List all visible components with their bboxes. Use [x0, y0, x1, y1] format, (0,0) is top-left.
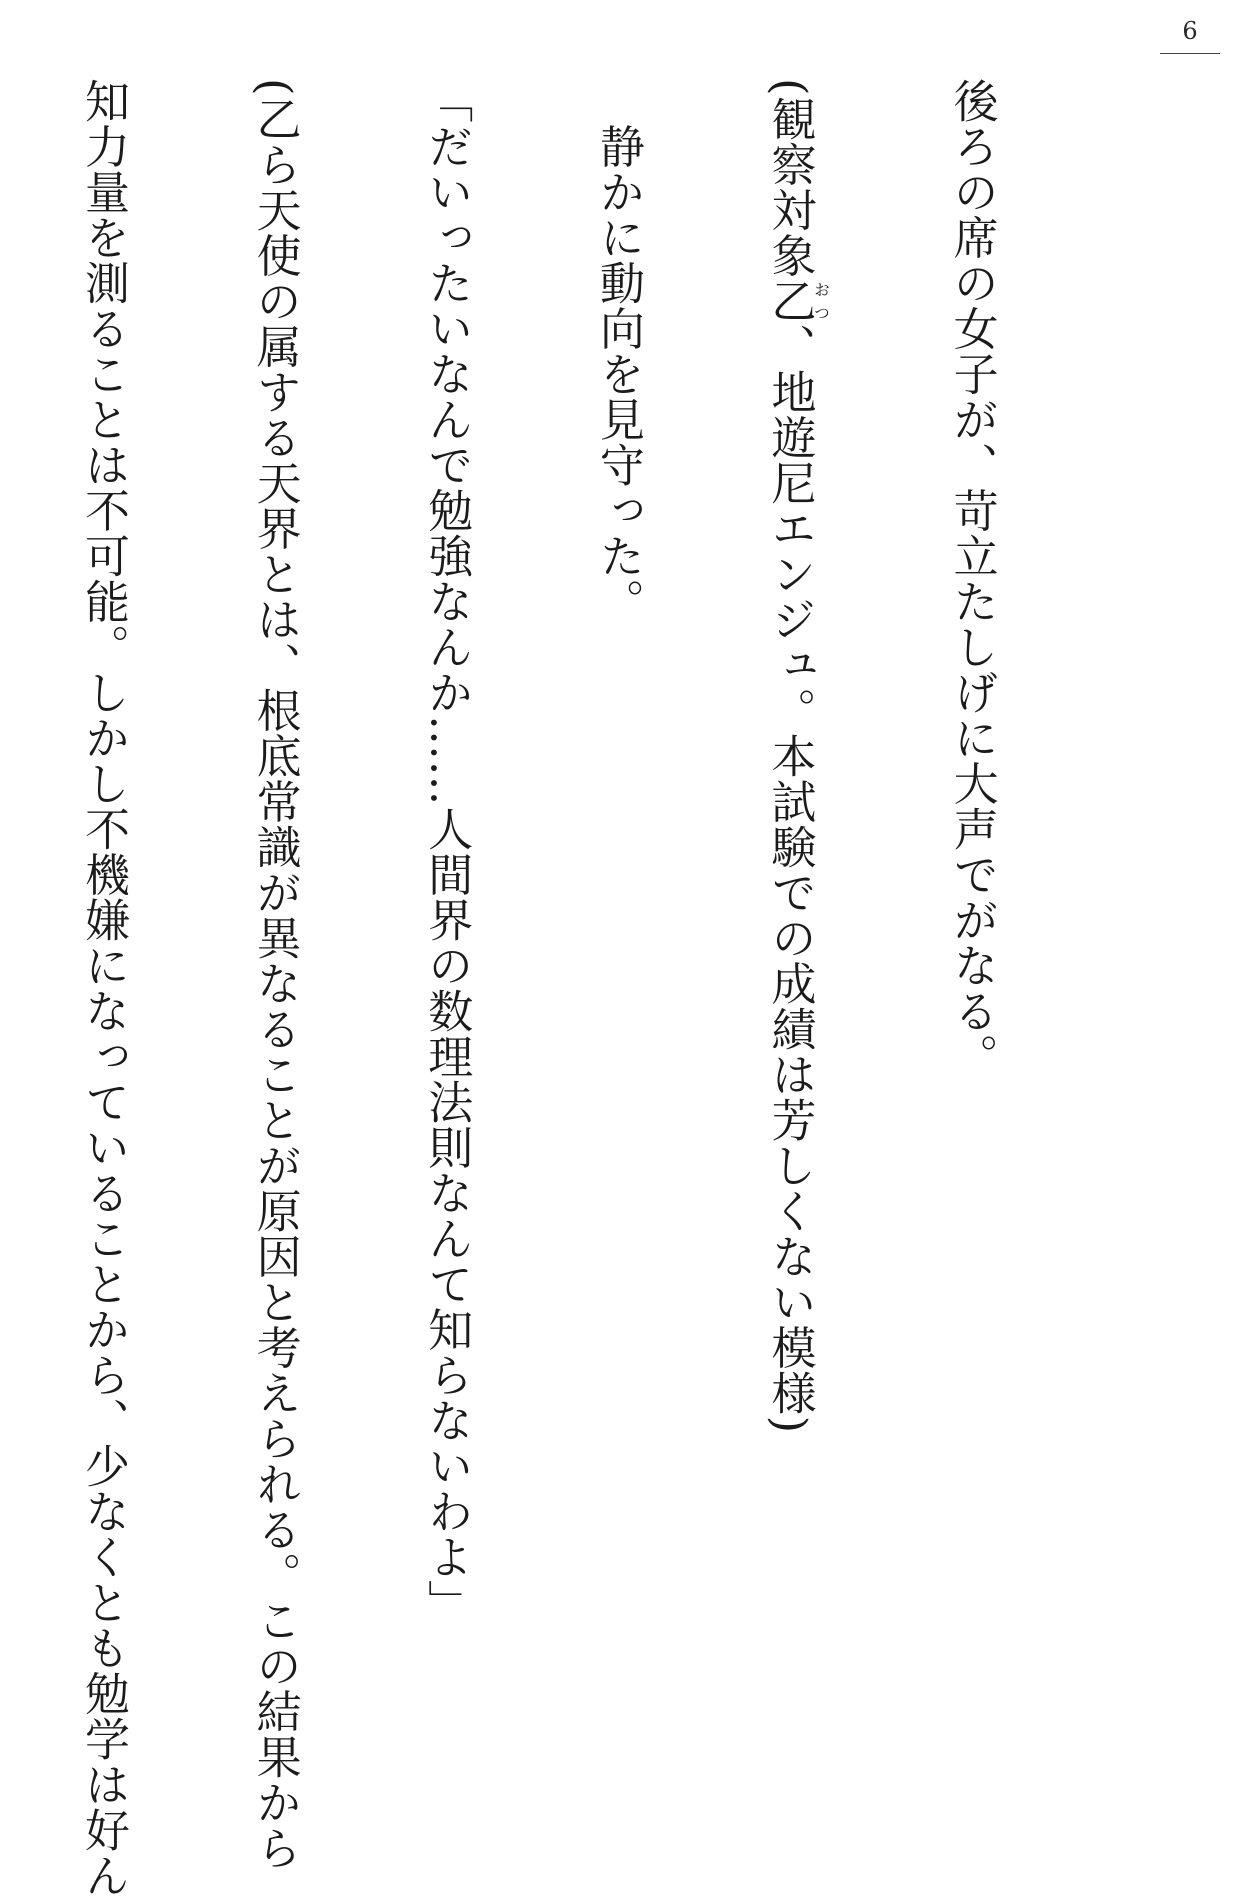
text-segment: (観察対象 — [763, 78, 817, 279]
ruby-reading: おつ — [811, 278, 831, 324]
body-text — [77, 78, 1115, 1898]
text-line: 「だいったいなんで勉強なんか……人間界の数理法則なんて知らないわよ」 — [420, 78, 474, 1625]
text-segment: 、地遊尼エンジュ。本試験での成績は芳しくない模様) — [763, 323, 817, 1434]
text-line: 後ろの席の女子が、苛立たしげに大声でがなる。 — [945, 78, 999, 1079]
page-number: 6 — [1182, 17, 1198, 45]
text-line — [761, 78, 829, 1678]
ruby-base: 乙 — [763, 278, 817, 324]
text-line: 静かに動向を見守った。 — [591, 78, 645, 624]
text-line: (乙ら天使の属する天界とは、根底常識が異なることが原因と考えられる。この結果から — [248, 78, 302, 1871]
ruby-annotation — [763, 278, 831, 324]
page-number-rule — [1160, 53, 1220, 54]
text-line: 知力量を測ることは不可能。しかし不機嫌になっていることから、少なくとも勉学は好ん — [77, 78, 131, 1898]
